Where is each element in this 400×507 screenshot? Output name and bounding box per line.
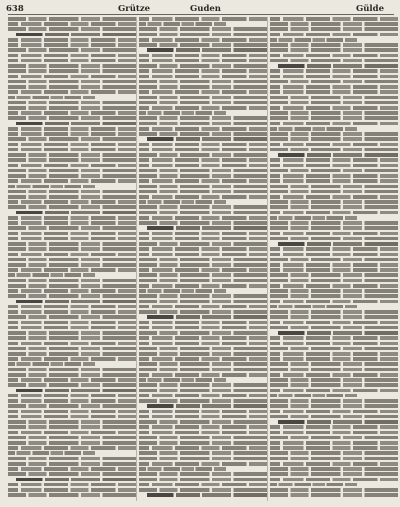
text-line — [139, 216, 267, 220]
text-line — [8, 80, 136, 84]
text-line — [8, 253, 136, 257]
text-line — [8, 315, 136, 319]
text-line — [270, 116, 398, 120]
text-line — [139, 467, 226, 471]
text-line — [139, 326, 267, 330]
text-line — [270, 305, 357, 309]
text-line — [8, 96, 95, 100]
text-line — [139, 111, 226, 115]
text-line — [139, 59, 267, 63]
text-line — [270, 436, 398, 440]
text-line — [139, 101, 267, 105]
text-line — [270, 462, 398, 466]
text-line — [139, 321, 267, 325]
text-line — [270, 43, 398, 47]
text-line — [8, 200, 136, 204]
column-divider — [136, 17, 137, 501]
text-line — [8, 451, 95, 455]
text-line — [139, 378, 226, 382]
text-line — [270, 106, 398, 110]
text-line — [139, 106, 267, 110]
text-line — [8, 362, 95, 366]
text-line — [270, 54, 398, 58]
text-line — [139, 357, 267, 361]
text-line — [139, 153, 267, 157]
text-line — [270, 164, 398, 168]
text-line — [8, 205, 136, 209]
text-line — [139, 127, 267, 131]
text-line — [8, 467, 136, 471]
text-line — [139, 174, 267, 178]
text-line — [8, 221, 136, 225]
text-line — [147, 404, 267, 408]
text-line — [270, 179, 398, 183]
text-line — [270, 258, 398, 262]
text-line — [139, 38, 267, 42]
text-line — [8, 127, 136, 131]
text-column-3 — [270, 17, 398, 503]
text-line — [8, 64, 136, 68]
text-line — [139, 195, 267, 199]
text-line — [270, 399, 398, 403]
text-line — [270, 284, 398, 288]
text-line — [270, 362, 398, 366]
text-line — [139, 22, 226, 26]
text-line — [147, 226, 267, 230]
text-line — [139, 169, 267, 173]
text-line — [139, 420, 267, 424]
text-line — [139, 75, 267, 79]
text-line — [139, 185, 267, 189]
text-line — [8, 289, 136, 293]
text-line — [8, 457, 136, 461]
text-line — [139, 331, 267, 335]
text-line — [139, 300, 267, 304]
text-line — [8, 38, 136, 42]
text-line — [270, 253, 398, 257]
text-column-2 — [139, 17, 267, 503]
text-line — [270, 69, 398, 73]
text-line — [16, 478, 136, 482]
text-line — [139, 462, 267, 466]
text-line — [139, 54, 267, 58]
running-headword-center: Guden — [190, 4, 221, 14]
text-line — [8, 378, 136, 382]
text-line — [8, 158, 136, 162]
text-line — [8, 431, 136, 435]
text-line — [270, 200, 398, 204]
text-line — [8, 394, 136, 398]
text-line — [139, 478, 267, 482]
text-line — [270, 425, 398, 429]
text-line — [139, 436, 267, 440]
text-line — [270, 342, 398, 346]
text-line — [8, 164, 136, 168]
column-divider — [267, 17, 268, 501]
text-line — [270, 137, 398, 141]
text-line — [270, 289, 398, 293]
text-line — [8, 54, 136, 58]
text-line — [270, 143, 398, 147]
text-line — [8, 279, 136, 283]
text-line — [139, 221, 267, 225]
text-line — [139, 336, 267, 340]
text-line — [8, 101, 136, 105]
text-line — [8, 483, 136, 487]
text-line — [270, 300, 398, 304]
text-line — [139, 410, 267, 414]
text-line — [270, 488, 398, 492]
text-line — [270, 205, 398, 209]
text-line — [8, 143, 136, 147]
text-line — [270, 326, 398, 330]
text-line — [139, 205, 267, 209]
text-line — [139, 294, 267, 298]
text-line — [139, 457, 267, 461]
text-line — [8, 43, 136, 47]
text-line — [8, 326, 136, 330]
text-line — [270, 169, 398, 173]
text-line — [8, 404, 136, 408]
text-line — [8, 373, 136, 377]
text-line — [8, 436, 136, 440]
text-line — [270, 174, 398, 178]
text-line — [139, 352, 267, 356]
text-line — [270, 315, 398, 319]
text-line — [8, 106, 136, 110]
text-line — [270, 279, 398, 283]
text-line — [139, 122, 267, 126]
text-line — [270, 467, 398, 471]
text-line — [147, 315, 267, 319]
text-line — [139, 69, 267, 73]
text-line — [270, 451, 398, 455]
text-line — [270, 273, 398, 277]
text-line — [270, 96, 398, 100]
text-line — [270, 357, 398, 361]
text-line — [139, 90, 267, 94]
text-line — [139, 263, 267, 267]
text-line — [270, 263, 398, 267]
page-number: 638 — [6, 4, 24, 14]
text-line — [270, 127, 357, 131]
text-line — [8, 179, 136, 183]
text-line — [278, 153, 398, 157]
text-line — [270, 237, 398, 241]
text-line — [270, 211, 398, 215]
text-line — [270, 185, 398, 189]
text-line — [8, 216, 136, 220]
text-line — [8, 294, 136, 298]
text-line — [147, 48, 267, 52]
text-line — [139, 253, 267, 257]
text-line — [139, 148, 267, 152]
text-line — [270, 347, 398, 351]
text-line — [8, 462, 136, 466]
text-line — [139, 488, 267, 492]
text-line — [8, 69, 136, 73]
text-line — [8, 425, 136, 429]
text-line — [270, 415, 398, 419]
text-line — [16, 122, 136, 126]
text-line — [270, 493, 398, 497]
text-line — [270, 75, 398, 79]
text-line — [270, 389, 398, 393]
text-line — [8, 368, 136, 372]
text-line — [270, 111, 398, 115]
text-line — [8, 305, 136, 309]
text-line — [139, 116, 267, 120]
text-line — [8, 415, 136, 419]
text-line — [139, 158, 267, 162]
text-line — [139, 305, 267, 309]
text-line — [270, 216, 357, 220]
text-line — [270, 101, 398, 105]
text-line — [139, 247, 267, 251]
text-line — [270, 478, 398, 482]
text-line — [270, 27, 398, 31]
text-line — [270, 90, 398, 94]
text-line — [8, 441, 136, 445]
text-line — [139, 132, 267, 136]
text-line — [139, 179, 267, 183]
text-line — [270, 247, 398, 251]
text-line — [139, 211, 267, 215]
text-line — [270, 17, 398, 21]
text-line — [16, 300, 136, 304]
text-line — [139, 33, 267, 37]
text-line — [139, 43, 267, 47]
text-line — [270, 38, 357, 42]
text-line — [270, 190, 398, 194]
text-line — [8, 420, 136, 424]
text-line — [270, 472, 398, 476]
text-line — [8, 342, 136, 346]
text-line — [270, 226, 398, 230]
text-line — [139, 441, 267, 445]
text-line — [139, 27, 267, 31]
text-line — [139, 394, 267, 398]
text-line — [270, 383, 398, 387]
text-line — [139, 190, 267, 194]
text-line — [16, 389, 136, 393]
text-line — [270, 59, 398, 63]
text-line — [139, 472, 267, 476]
text-line — [270, 373, 398, 377]
text-line — [139, 85, 267, 89]
text-line — [8, 263, 136, 267]
text-line — [16, 33, 136, 37]
text-line — [8, 399, 136, 403]
text-line — [139, 389, 267, 393]
text-line — [270, 232, 398, 236]
text-line — [8, 493, 136, 497]
text-line — [8, 185, 95, 189]
text-line — [139, 483, 267, 487]
text-line — [270, 148, 398, 152]
text-line — [139, 64, 267, 68]
text-line — [270, 22, 398, 26]
text-line — [270, 48, 398, 52]
text-line — [270, 483, 357, 487]
text-line — [8, 190, 136, 194]
text-line — [270, 431, 398, 435]
text-line — [8, 242, 136, 246]
text-line — [139, 415, 267, 419]
text-line — [139, 368, 267, 372]
text-line — [8, 352, 136, 356]
text-line — [8, 111, 136, 115]
text-line — [139, 451, 267, 455]
text-line — [8, 446, 136, 450]
text-line — [270, 404, 398, 408]
text-line — [270, 336, 398, 340]
text-line — [139, 399, 267, 403]
text-line — [139, 17, 267, 21]
text-line — [139, 362, 267, 366]
text-line — [270, 158, 398, 162]
text-line — [139, 143, 267, 147]
text-line — [8, 116, 136, 120]
text-line — [8, 22, 136, 26]
text-line — [8, 321, 136, 325]
text-line — [270, 352, 398, 356]
text-line — [8, 232, 136, 236]
text-line — [8, 17, 136, 21]
text-line — [270, 294, 398, 298]
text-line — [278, 420, 398, 424]
text-line — [8, 75, 136, 79]
text-line — [8, 195, 136, 199]
text-line — [8, 137, 136, 141]
text-line — [8, 148, 136, 152]
text-line — [8, 488, 136, 492]
text-line — [8, 174, 136, 178]
text-line — [139, 289, 226, 293]
text-line — [139, 237, 267, 241]
text-line — [270, 268, 398, 272]
text-line — [270, 221, 398, 225]
text-line — [147, 493, 267, 497]
text-line — [139, 310, 267, 314]
text-line — [139, 284, 267, 288]
text-line — [8, 383, 136, 387]
text-line — [139, 96, 267, 100]
text-line — [139, 383, 267, 387]
text-line — [8, 59, 136, 63]
text-line — [270, 85, 398, 89]
text-line — [139, 431, 267, 435]
text-line — [139, 342, 267, 346]
text-line — [139, 373, 267, 377]
text-line — [270, 33, 398, 37]
text-line — [8, 48, 136, 52]
text-line — [8, 284, 136, 288]
text-line — [8, 247, 136, 251]
text-line — [278, 64, 398, 68]
header-rule — [8, 14, 394, 15]
text-line — [139, 268, 267, 272]
text-line — [270, 195, 398, 199]
text-line — [139, 200, 226, 204]
text-line — [8, 85, 136, 89]
text-line — [270, 132, 398, 136]
text-line — [270, 441, 398, 445]
text-line — [8, 347, 136, 351]
text-line — [8, 357, 136, 361]
text-line — [139, 80, 267, 84]
text-line — [8, 258, 136, 262]
text-line — [139, 347, 267, 351]
text-line — [8, 273, 95, 277]
text-line — [8, 27, 136, 31]
text-line — [270, 394, 357, 398]
text-line — [278, 242, 398, 246]
text-line — [8, 268, 136, 272]
text-line — [8, 310, 136, 314]
running-headword-right: Gülde — [355, 4, 384, 14]
text-line — [278, 331, 398, 335]
text-line — [8, 472, 136, 476]
text-line — [8, 226, 136, 230]
text-line — [270, 378, 398, 382]
text-line — [270, 122, 398, 126]
text-line — [270, 368, 398, 372]
text-line — [139, 446, 267, 450]
text-line — [8, 169, 136, 173]
text-line — [270, 446, 398, 450]
text-line — [139, 164, 267, 168]
text-column-1 — [8, 17, 136, 503]
text-line — [270, 80, 398, 84]
text-line — [139, 273, 267, 277]
text-line — [139, 425, 267, 429]
text-line — [139, 242, 267, 246]
text-line — [8, 90, 136, 94]
text-line — [270, 321, 398, 325]
running-headword-left: Grütze — [118, 4, 151, 14]
text-line — [270, 410, 398, 414]
text-line — [8, 331, 136, 335]
text-line — [16, 211, 136, 215]
text-line — [139, 279, 267, 283]
text-line — [139, 258, 267, 262]
text-line — [139, 232, 267, 236]
text-line — [8, 336, 136, 340]
text-line — [8, 410, 136, 414]
text-line — [8, 132, 136, 136]
text-line — [270, 310, 398, 314]
text-line — [8, 153, 136, 157]
text-line — [147, 137, 267, 141]
text-line — [8, 237, 136, 241]
text-line — [270, 457, 398, 461]
